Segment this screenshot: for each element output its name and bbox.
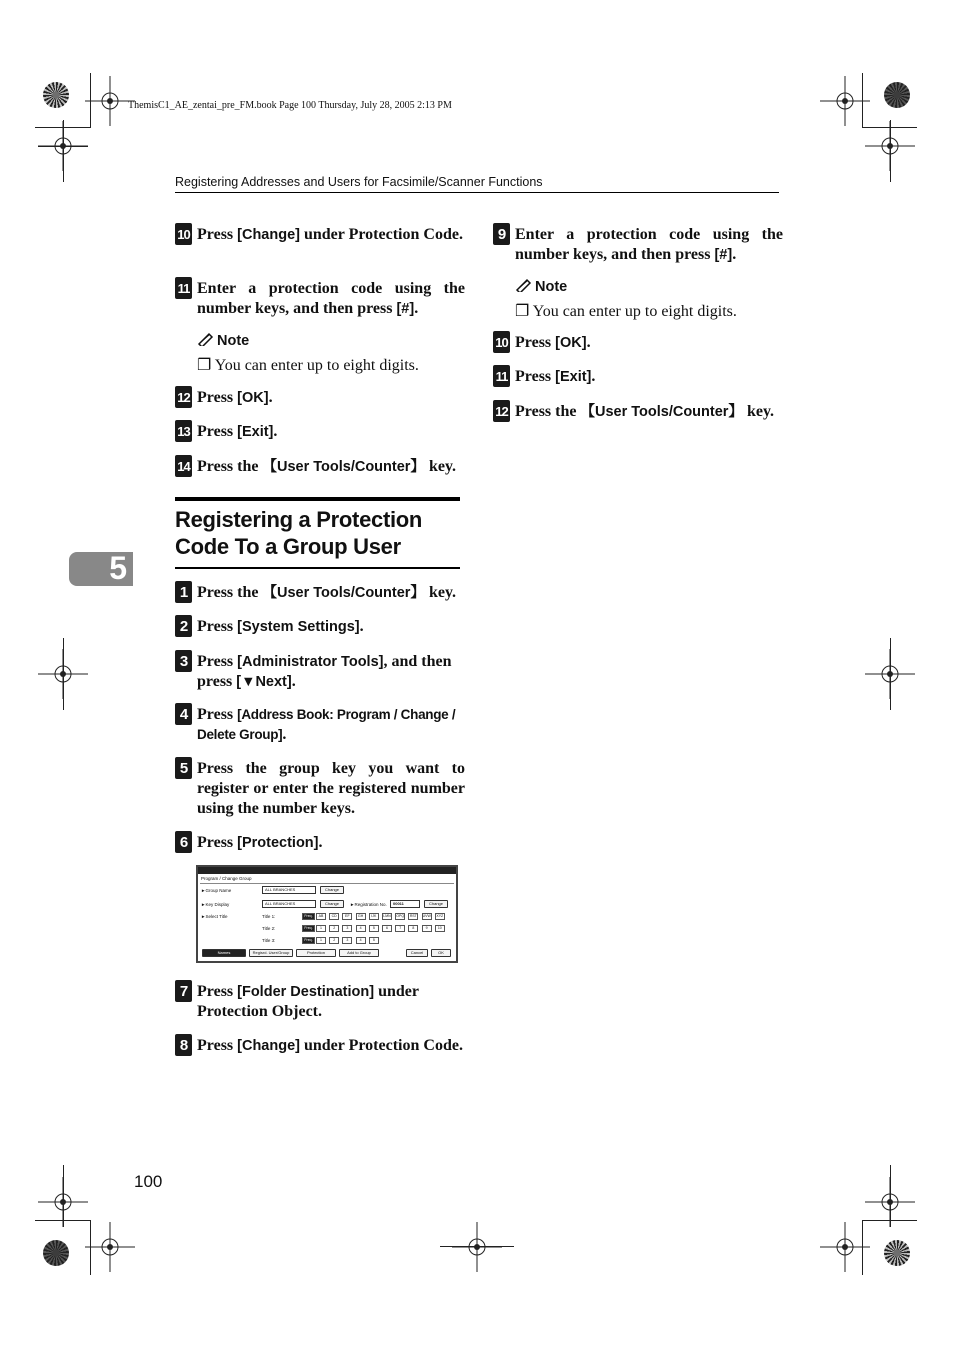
- file-info: ThemisC1_AE_zentai_pre_FM.book Page 100 Thursday, July 28, 2005 2:13 PM: [128, 100, 452, 111]
- section-title: Registering a Protection Code To a Group User: [175, 507, 423, 559]
- note-item: ❐ You can enter up to eight digits.: [197, 357, 419, 374]
- step-text: Press the 【User Tools/Counter】 key.: [197, 584, 457, 601]
- step-number: 8: [175, 1034, 192, 1056]
- title-key: 8: [408, 925, 418, 932]
- page-number: 100: [134, 1172, 163, 1191]
- title-key: LMN: [383, 914, 391, 918]
- step-item: [175, 1034, 465, 1056]
- step-item: [175, 650, 465, 692]
- group-name-label: ►Group Name: [201, 888, 232, 893]
- step-item: [493, 365, 783, 387]
- title-key: 2: [329, 937, 339, 944]
- header-rule: [175, 192, 779, 193]
- screen-status-bar: [198, 867, 456, 874]
- ok-button: OK: [431, 949, 451, 957]
- title-key: 9: [422, 925, 432, 932]
- screen-title: Program / Change Group: [201, 876, 252, 881]
- step-text: Press [OK].: [515, 334, 591, 351]
- change-button: Change: [320, 900, 344, 908]
- title-key: RST: [409, 914, 417, 918]
- pencil-icon: [515, 278, 533, 292]
- step-item: [175, 615, 465, 637]
- step-item: [175, 980, 465, 1022]
- section-rule-bottom: [175, 567, 460, 569]
- title-key: IJK: [369, 913, 379, 920]
- add-to-group-tab: Add to Group: [339, 949, 379, 957]
- step-item: [493, 223, 783, 265]
- step-text: Press [Folder Destination] under Protection Object.: [197, 983, 419, 1020]
- crosshair-icon: [38, 121, 88, 171]
- title-key: 4: [356, 925, 366, 932]
- title-key: EF: [342, 913, 352, 920]
- title-key: XYZ: [436, 914, 444, 918]
- step-number: 7: [175, 980, 192, 1002]
- step-text: Press the 【User Tools/Counter】 key.: [197, 458, 457, 475]
- crosshair-icon: [865, 1177, 915, 1227]
- step-text: Press [Administrator Tools], and then press [▼Next].: [197, 653, 452, 690]
- title-key: 5: [369, 925, 379, 932]
- step-item: [175, 277, 465, 319]
- registration-no-field: 00011: [390, 900, 420, 908]
- step-number: 11: [493, 365, 510, 387]
- device-screen-image: [196, 865, 458, 963]
- step-text: Press [Protection].: [197, 834, 323, 851]
- chapter-tab: [69, 552, 133, 586]
- title-key: 1: [316, 937, 326, 944]
- note-item: ❐ You can enter up to eight digits.: [515, 303, 737, 320]
- freq-key: Freq.: [302, 913, 315, 920]
- registration-circle: [884, 82, 910, 108]
- title-key: 5: [369, 937, 379, 944]
- step-text: Press the 【User Tools/Counter】 key.: [515, 403, 775, 420]
- step-text: Enter a protection code using the number keys, and then press [#].: [197, 280, 465, 317]
- step-number: 13: [175, 420, 192, 442]
- title-row-label: Title 3:: [262, 938, 276, 943]
- step-item: [175, 757, 465, 819]
- freq-key: Freq.: [302, 925, 315, 932]
- crosshair-icon: [38, 1177, 88, 1227]
- step-number: 12: [175, 386, 192, 408]
- step-item: [175, 831, 465, 853]
- step-number: 11: [175, 277, 192, 299]
- title-key: 3: [342, 937, 352, 944]
- title-row-label: Title 2:: [262, 926, 276, 931]
- title-key: AB: [316, 913, 326, 920]
- title-key: GH: [356, 913, 366, 920]
- title-key: UVW: [422, 914, 431, 918]
- key-display-label: ►Key Display: [201, 902, 230, 907]
- screen-bottom-bar: [200, 948, 454, 959]
- screen-divider: [200, 883, 454, 884]
- title-key: OPQ: [396, 914, 405, 918]
- title-key: 7: [395, 925, 405, 932]
- chapter-number: 5: [109, 550, 127, 586]
- step-number: 2: [175, 615, 192, 637]
- select-title-label: ►Select Title: [201, 914, 228, 919]
- registration-circle: [884, 1240, 910, 1266]
- crosshair-icon: [85, 1222, 135, 1272]
- freq-key: Freq.: [302, 937, 315, 944]
- step-text: Press [Exit].: [515, 368, 596, 385]
- step-number: 10: [175, 223, 192, 245]
- crosshair-icon: [820, 1222, 870, 1272]
- section-rule-top: [175, 497, 460, 501]
- step-item: [175, 581, 465, 603]
- key-display-field: ALL BRANCHES: [262, 900, 316, 908]
- step-text: Press [Exit].: [197, 423, 278, 440]
- protection-tab: Protection: [296, 949, 336, 957]
- step-item: [175, 386, 465, 408]
- title-key: 3: [342, 925, 352, 932]
- title-key: 6: [382, 925, 392, 932]
- step-text: Press the group key you want to register or enter the registered number using the number keys.: [197, 760, 465, 817]
- step-number: 1: [175, 581, 192, 603]
- step-item: [175, 703, 465, 745]
- step-number: 14: [175, 455, 192, 477]
- step-item: [175, 223, 465, 245]
- step-number: 5: [175, 757, 192, 779]
- crosshair-icon: [820, 76, 870, 126]
- title-key: CD: [329, 913, 339, 920]
- group-name-field: ALL BRANCHES: [262, 886, 316, 894]
- step-text: Press [Address Book: Program / Change / Delete Group].: [197, 706, 456, 743]
- title-key: 4: [356, 937, 366, 944]
- title-key: 10: [435, 925, 445, 932]
- names-tab: Names: [202, 949, 246, 957]
- step-item: [493, 400, 783, 422]
- step-number: 12: [493, 400, 510, 422]
- title-key: 1: [316, 925, 326, 932]
- registration-circle: [43, 82, 69, 108]
- change-button: Change: [424, 900, 448, 908]
- crosshair-icon: [865, 121, 915, 171]
- registration-no-label: ►Registration No.: [350, 902, 387, 907]
- running-header: Registering Addresses and Users for Facsimile/Scanner Functions: [175, 175, 543, 189]
- title-key: 2: [329, 925, 339, 932]
- cancel-button: Cancel: [406, 949, 428, 957]
- title-row-label: Title 1:: [262, 914, 276, 919]
- step-item: [175, 455, 465, 477]
- step-text: Press [System Settings].: [197, 618, 364, 635]
- note-heading: Note: [197, 332, 249, 349]
- note-heading: Note: [515, 278, 567, 295]
- crosshair-icon: [452, 1222, 502, 1272]
- step-item: [175, 420, 465, 442]
- step-text: Press [OK].: [197, 389, 273, 406]
- step-number: 10: [493, 331, 510, 353]
- step-number: 3: [175, 650, 192, 672]
- change-button: Change: [320, 886, 344, 894]
- step-number: 4: [175, 703, 192, 725]
- step-text: Press [Change] under Protection Code.: [197, 226, 463, 243]
- step-item: [493, 331, 783, 353]
- step-number: 9: [493, 223, 510, 245]
- registered-user-group-tab: Regisrd. User/Group: [249, 949, 293, 957]
- step-text: Press [Change] under Protection Code.: [197, 1037, 463, 1054]
- step-text: Enter a protection code using the number keys, and then press [#].: [515, 226, 783, 263]
- registration-circle: [43, 1240, 69, 1266]
- step-number: 6: [175, 831, 192, 853]
- pencil-icon: [197, 332, 215, 346]
